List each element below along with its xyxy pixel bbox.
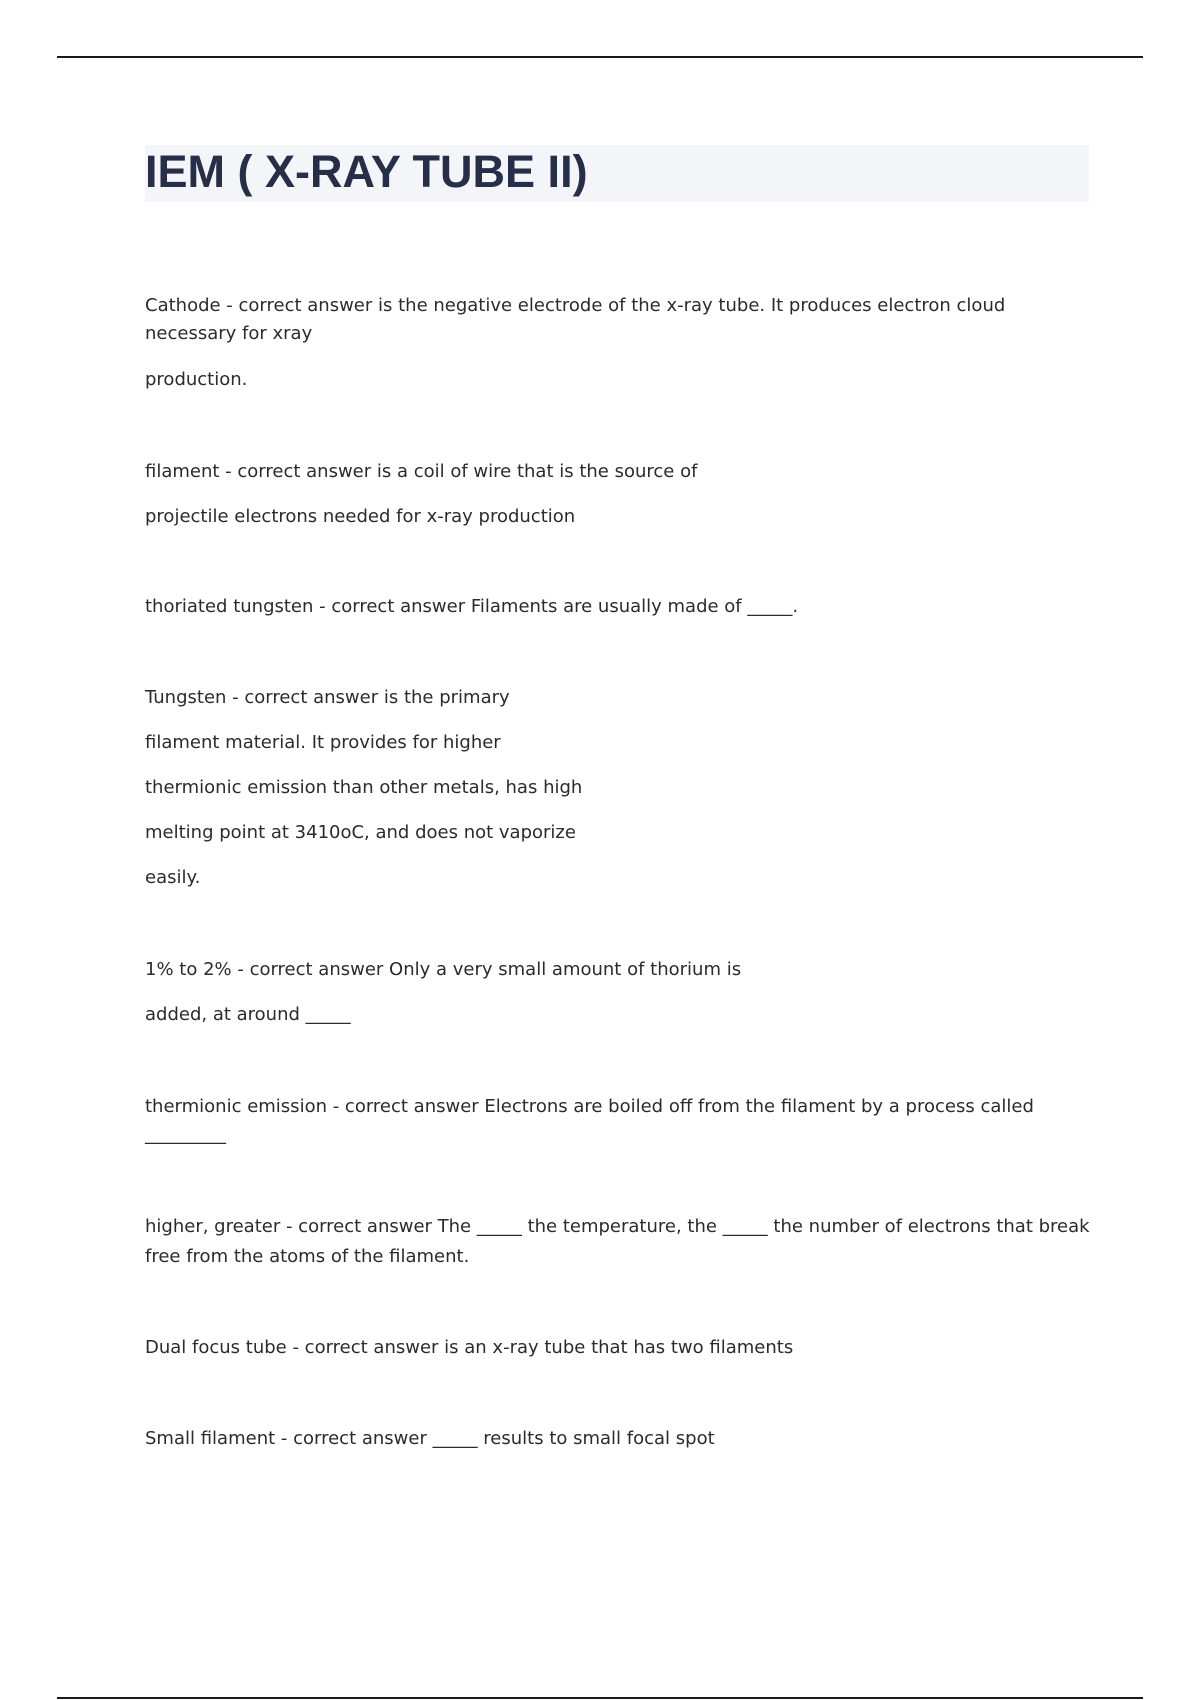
bottom-rule [57, 1697, 1143, 1699]
card-line: thoriated tungsten - correct answer Filaments are usually made of _____. [145, 596, 799, 617]
qa-card-dual-focus-tube [145, 1334, 1085, 1362]
card-line: Dual focus tube - correct answer is an x-ray tube that has two filaments [145, 1337, 794, 1358]
qa-card-filament [145, 458, 1085, 531]
card-line: higher, greater - correct answer The _____ the temperature, the _____ the number of electrons that break [145, 1216, 1090, 1237]
card-line: projectile electrons needed for x-ray production [145, 506, 576, 527]
qa-card-higher-greater [145, 1212, 1090, 1272]
card-line: thermionic emission - correct answer Electrons are boiled off from the filament by a process called [145, 1096, 1034, 1117]
card-line: Cathode - correct answer is the negative electrode of the x-ray tube. It produces electron cloud [145, 295, 1006, 316]
card-line: 1% to 2% - correct answer Only a very small amount of thorium is [145, 959, 742, 980]
card-line: production. [145, 369, 248, 390]
qa-card-thorium-percent [145, 956, 1085, 1029]
qa-card-cathode [145, 292, 1085, 394]
card-line: free from the atoms of the filament. [145, 1246, 470, 1267]
card-line: added, at around _____ [145, 1004, 351, 1025]
qa-card-thermionic-emission [145, 1093, 1085, 1149]
card-line: _________ [145, 1124, 226, 1145]
card-line: melting point at 3410oC, and does not vaporize [145, 822, 576, 843]
card-line: easily. [145, 867, 201, 888]
qa-card-thoriated-tungsten [145, 593, 1085, 621]
card-line: Small filament - correct answer _____ results to small focal spot [145, 1428, 715, 1449]
card-line: necessary for xray [145, 323, 313, 344]
top-rule [57, 56, 1143, 58]
card-line: thermionic emission than other metals, has high [145, 777, 583, 798]
page-title: IEM ( X-RAY TUBE II) [145, 146, 588, 197]
card-line: Tungsten - correct answer is the primary [145, 687, 510, 708]
qa-card-small-filament [145, 1425, 1085, 1453]
qa-card-tungsten [145, 684, 1085, 892]
card-line: filament material. It provides for higher [145, 732, 501, 753]
card-line: filament - correct answer is a coil of wire that is the source of [145, 461, 698, 482]
